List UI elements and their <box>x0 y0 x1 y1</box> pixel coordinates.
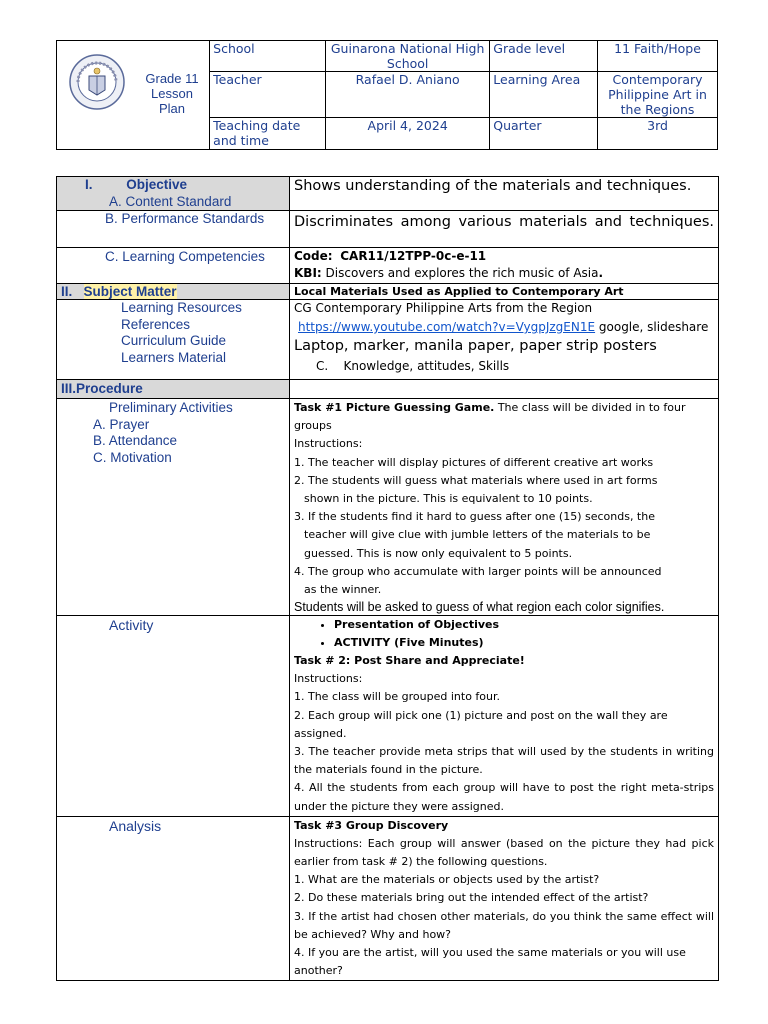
link-suffix: google, slideshare <box>595 320 709 334</box>
task1-footer: Students will be asked to guess of what region each color signifies. <box>294 600 665 615</box>
task3-line: 3. If the artist had chosen other materials, do you think the same effect will be achieved? Why and how? <box>294 909 714 941</box>
task2-cell <box>290 616 719 817</box>
competencies-cell <box>290 248 719 284</box>
resources-labels <box>57 300 290 380</box>
teaching-date-value: April 4, 2024 <box>326 118 490 150</box>
references-label: References <box>121 316 191 332</box>
logo-cell <box>57 41 210 150</box>
task3-line: 2. Do these materials bring out the intended effect of the artist? <box>294 891 649 905</box>
task1-title: Task #1 Picture Guessing Game. <box>294 401 495 414</box>
task1-line: Instructions: <box>294 437 363 451</box>
task2-line: 4. All the students from each group will have to post the right meta-strips under the picture they were assigned. <box>294 781 714 813</box>
lesson-plan-title: Grade 11 Lesson Plan <box>145 71 199 116</box>
preliminary-cell <box>57 399 290 616</box>
curriculum-guide-label: Curriculum Guide <box>121 333 227 348</box>
performance-label: B. Performance Standards <box>57 211 290 248</box>
code-value: CAR11/12TPP-0c-e-11 <box>340 249 487 263</box>
youtube-link[interactable]: https://www.youtube.com/watch?v=VygpJzgEN1E <box>298 320 596 334</box>
learners-material-label: Learners Material <box>121 349 227 365</box>
task1-cell <box>290 399 719 616</box>
objective-number: I. <box>85 177 93 192</box>
resource-text: CG Contemporary Philippine Arts from the Region <box>294 301 593 315</box>
kbi-end: . <box>598 266 604 280</box>
kbi-label: KBI: <box>294 266 322 280</box>
task3-cell <box>290 816 719 981</box>
activity-bullet: • Presentation of Objectives <box>334 616 714 634</box>
quarter-label: Quarter <box>490 118 598 150</box>
analysis-label: Analysis <box>57 816 290 981</box>
task1-line: teacher will give clue with jumble letters of the materials to be <box>304 528 651 542</box>
performance-value: Discriminates among various materials and techniques. <box>294 214 714 230</box>
objective-heading: Objective <box>126 177 188 192</box>
task1-line: 3. If the students find it hard to guess after one (15) seconds, the <box>294 510 655 524</box>
objective-cell <box>57 177 290 211</box>
code-label: Code: <box>294 249 333 263</box>
teaching-date-label: Teaching date and time <box>210 118 326 150</box>
header-table <box>56 40 718 150</box>
task3-line: Instructions: Each group will answer (based on the picture they had pick earlier from task # 2) the following questions. <box>294 836 714 869</box>
content-standard-label: A. Content Standard <box>109 193 232 209</box>
task2-line: Instructions: <box>294 672 363 686</box>
learning-area-label: Learning Area <box>490 72 598 118</box>
deped-seal-icon <box>69 54 125 110</box>
activity-bullet: • ACTIVITY (Five Minutes) <box>334 634 714 652</box>
task1-line: guessed. This is now only equivalent to 5 points. <box>304 546 573 560</box>
task1-line: 1. The teacher will display pictures of different creative art works <box>294 455 654 469</box>
school-value: Guinarona National High School <box>326 41 490 72</box>
task1-intro: The class will be divided in to four groups <box>294 401 686 433</box>
kbi-value: Discovers and explores the rich music of Asia <box>325 266 599 280</box>
task2-line: 3. The teacher provide meta strips that will used by the students in writing the materials found in the picture. <box>294 745 714 777</box>
task1-line: 4. The group who accumulate with larger points will be announced <box>294 564 662 578</box>
skills-text: Knowledge, attitudes, Skills <box>343 359 510 373</box>
task3-title: Task #3 Group Discovery <box>294 818 449 832</box>
subject-matter-number: II. <box>61 284 73 299</box>
learning-area-value: Contemporary Philippine Art in the Regions <box>598 72 718 118</box>
teacher-label: Teacher <box>210 72 326 118</box>
preliminary-label: Preliminary Activities <box>109 400 233 415</box>
task3-line: 1. What are the materials or objects used by the artist? <box>294 873 600 887</box>
teacher-value: Rafael D. Aniano <box>326 72 490 118</box>
prayer-label: A. Prayer <box>93 416 150 432</box>
task2-line: 1. The class will be grouped into four. <box>294 690 501 704</box>
subject-matter-cell <box>57 284 290 300</box>
quarter-value: 3rd <box>598 118 718 150</box>
motivation-label: C. Motivation <box>93 449 172 465</box>
grade-level-value: 11 Faith/Hope <box>598 41 718 72</box>
performance-cell <box>290 211 719 248</box>
learning-resources-label: Learning Resources <box>121 300 242 315</box>
skills-letter: C. <box>316 359 329 373</box>
subject-matter-heading: Subject Matter <box>83 284 177 299</box>
task2-title: Task # 2: Post Share and Appreciate! <box>294 654 525 668</box>
content-standard-value: Shows understanding of the materials and techniques. <box>290 177 719 211</box>
task2-line: 2. Each group will pick one (1) picture and post on the wall they are assigned. <box>294 708 668 740</box>
task1-line: 2. The students will guess what materials where used in art forms <box>294 473 658 487</box>
subject-topic: Local Materials Used as Applied to Contemporary Art <box>290 284 719 300</box>
attendance-label: B. Attendance <box>93 433 178 448</box>
resources-cell <box>290 300 719 380</box>
competencies-label: C. Learning Competencies <box>57 248 290 284</box>
procedure-heading: III.Procedure <box>57 380 290 399</box>
materials-text: Laptop, marker, manila paper, paper strip posters <box>294 338 657 354</box>
lesson-plan-table <box>56 176 719 981</box>
task1-line: shown in the picture. This is equivalent to 10 points. <box>304 492 593 506</box>
grade-level-label: Grade level <box>490 41 598 72</box>
school-label: School <box>210 41 326 72</box>
task3-line: 4. If you are the artist, will you used the same materials or you will use another? <box>294 946 686 978</box>
activity-label: Activity <box>57 616 290 817</box>
task1-line: as the winner. <box>304 583 382 597</box>
procedure-heading-empty <box>290 380 719 399</box>
